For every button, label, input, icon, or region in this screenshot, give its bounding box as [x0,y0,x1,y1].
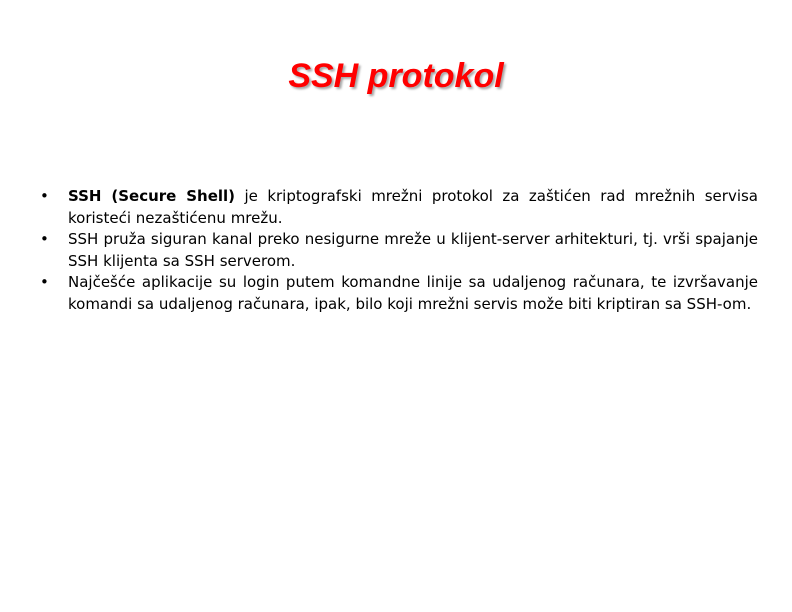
bullet-bold-text: SSH (Secure Shell) [68,187,236,205]
list-item [40,186,758,229]
bullet-icon: • [40,187,49,205]
bullet-text: Najčešće aplikacije su login putem komandne linije sa udaljenog računara, te izvršavanje komandi sa udaljenog računara, ipak, bilo koji mrežni servis može biti kriptiran sa SSH-om. [68,273,758,313]
list-item [40,272,758,315]
bullet-text: SSH pruža siguran kanal preko nesigurne mreže u klijent-server arhitekturi, tj. vrši spajanje SSH klijenta sa SSH serverom. [68,230,758,270]
bullet-text: je kriptografski mrežni protokol za zaštićen rad mrežnih servisa koristeći nezaštićenu mrežu. [68,187,758,227]
bullet-icon: • [40,273,49,291]
slide-title: SSH protokol [288,57,504,95]
bullet-list [40,186,758,315]
bullet-icon: • [40,230,49,248]
list-item [40,229,758,272]
